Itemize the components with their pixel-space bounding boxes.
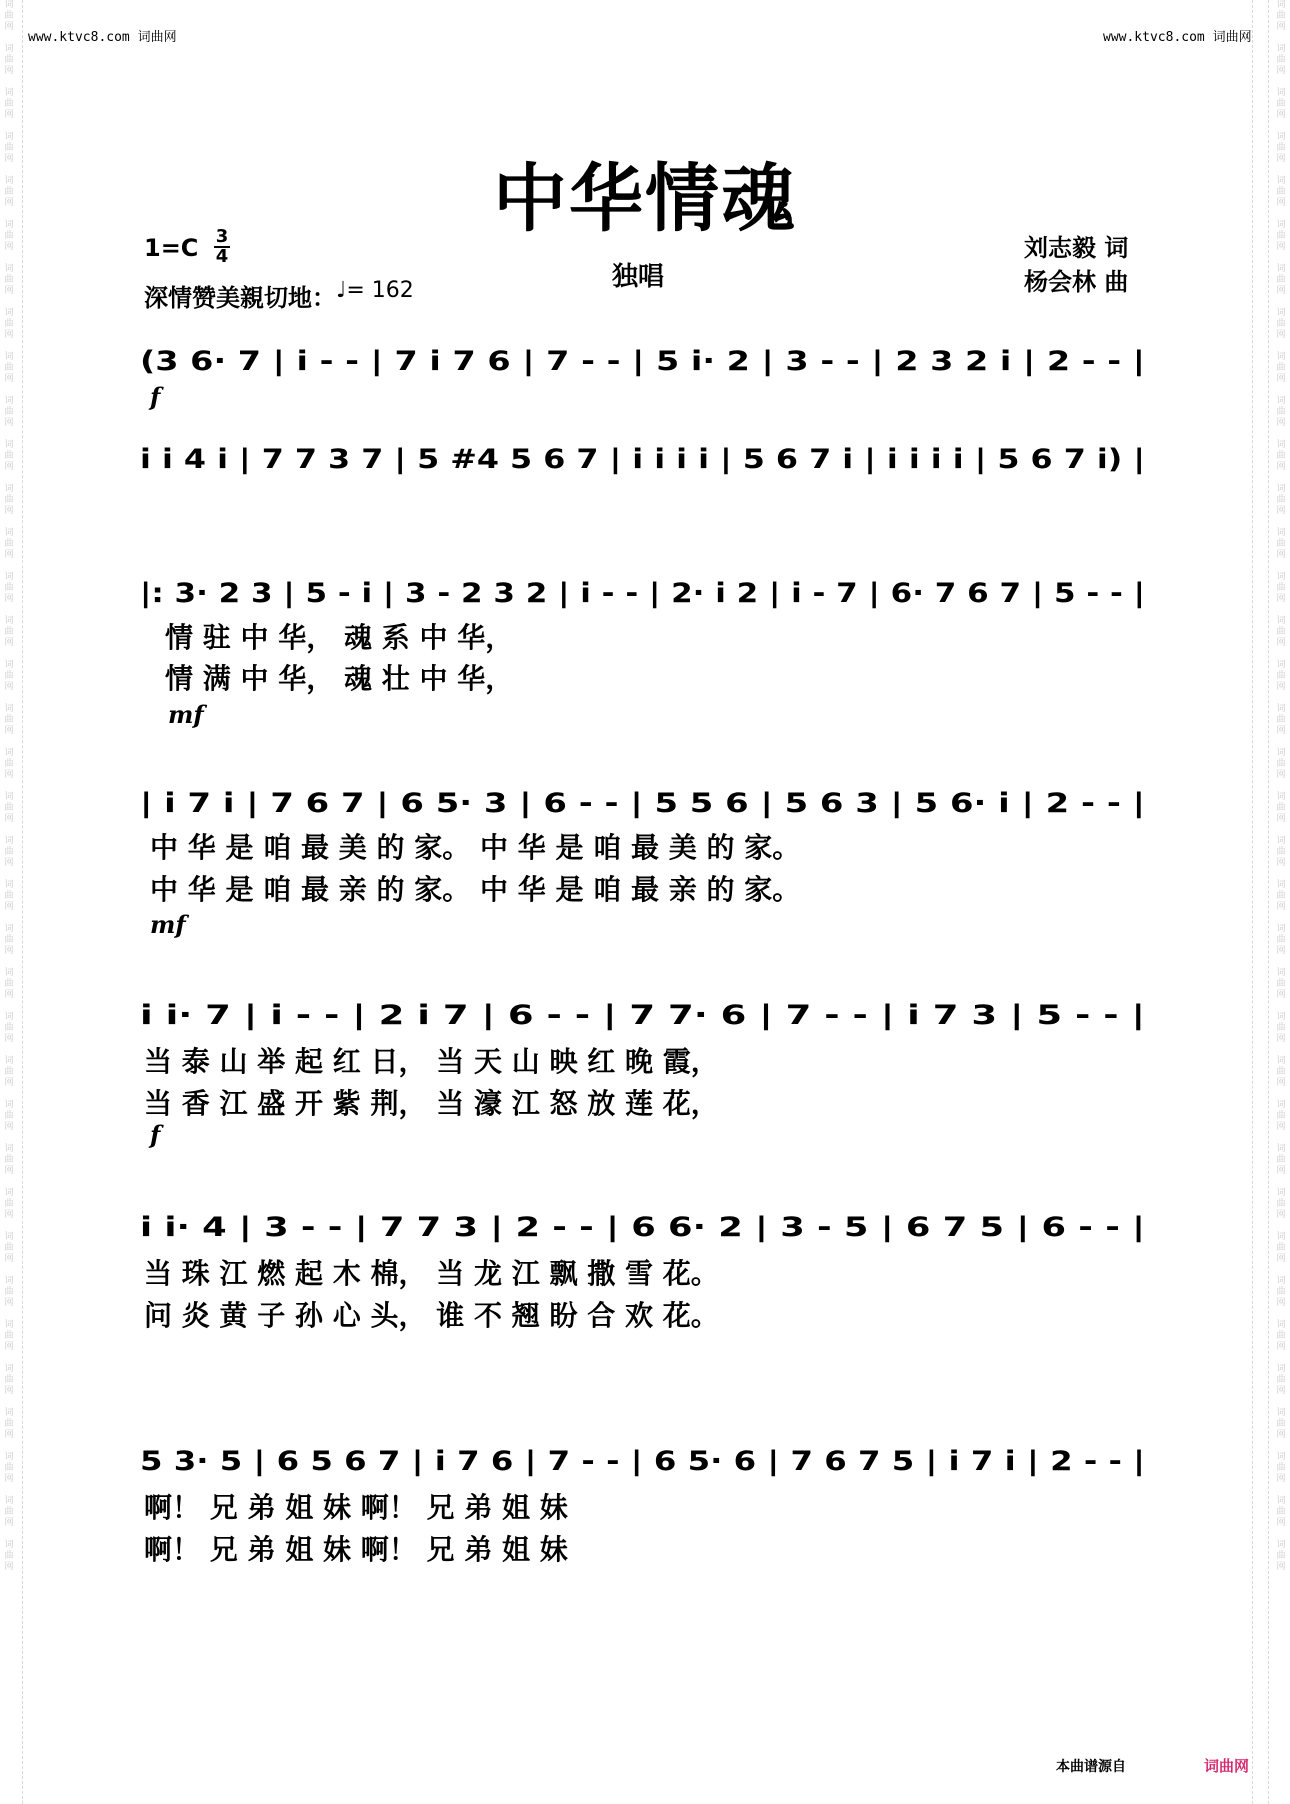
left-watermark: 词 曲 网 词 曲 网 词 曲 网 词 曲 网 词 曲 网 词 曲 网 词 曲 网 词 曲 网 词 曲 网 词 曲 网 词 曲 网 词 曲 网 词 曲 网 词 曲 网 词 曲 网 词 曲 网 词 曲 网 词 曲 网 词 曲 网 词 曲 网 词 曲 网 词 曲 网 词 曲 网 词 曲 网 词 曲 网 词 曲 网 词 曲 网 词 曲 网 词 曲 网 词 曲 网 词 曲 网 词 曲 网 词 曲 网 词 曲 网 词 曲 网 词 曲 网 bbox=[4, 0, 14, 1572]
lyrics-row-4b: 中 华 是 咱 最 亲 的 家。 中 华 是 咱 最 亲 的 家。 bbox=[150, 873, 801, 906]
score-row-2 bbox=[140, 428, 1150, 488]
tempo-mark: ♩= 162 bbox=[336, 278, 414, 303]
right-margin-line bbox=[1252, 0, 1253, 1804]
dynamic-mf-2: mf bbox=[150, 910, 186, 939]
performance-type: 独唱 bbox=[612, 262, 665, 292]
notation-row-1: (3 6· 7 | i - - | 7 i 7 6 | 7 - - | 5 i· 2 | 3 - - | 2 3 2 i | 2 - - | bbox=[140, 346, 1145, 377]
score-row-4 bbox=[140, 772, 1150, 832]
key-signature: 1=C bbox=[144, 234, 199, 262]
lyrics-row-3a: 情 驻 中 华， 魂 系 中 华， bbox=[165, 621, 514, 654]
lyrics-row-7b: 啊！ 兄 弟 姐 妹 啊！ 兄 弟 姐 妹 bbox=[144, 1533, 568, 1566]
dynamic-f-1: f bbox=[150, 382, 161, 411]
site-url-right[interactable]: www.ktvc8.com 词曲网 bbox=[1103, 30, 1252, 45]
score-row-1 bbox=[140, 330, 1150, 390]
left-margin-line bbox=[22, 0, 23, 1804]
lyricist-credit: 刘志毅 词 bbox=[1024, 234, 1129, 262]
score-row-7 bbox=[140, 1430, 1150, 1490]
right-watermark: 词 曲 网 词 曲 网 词 曲 网 词 曲 网 词 曲 网 词 曲 网 词 曲 网 词 曲 网 词 曲 网 词 曲 网 词 曲 网 词 曲 网 词 曲 网 词 曲 网 词 曲 网 词 曲 网 词 曲 网 词 曲 网 词 曲 网 词 曲 网 词 曲 网 词 曲 网 词 曲 网 词 曲 网 词 曲 网 词 曲 网 词 曲 网 词 曲 网 词 曲 网 词 曲 网 词 曲 网 词 曲 网 词 曲 网 词 曲 网 词 曲 网 词 曲 网 bbox=[1276, 0, 1286, 1572]
composer-credit: 杨会林 曲 bbox=[1024, 268, 1129, 296]
notation-row-3: |: 3· 2 3 | 5 - i | 3 - 2 3 2 | i - - | 2· i 2 | i - 7 | 6· 7 6 7 | 5 - - | bbox=[140, 578, 1145, 609]
score-row-5 bbox=[140, 984, 1150, 1044]
time-sig-bottom: 4 bbox=[215, 246, 229, 267]
lyrics-row-6a: 当 珠 江 燃 起 木 棉， 当 龙 江 飘 撒 雪 花。 bbox=[144, 1257, 719, 1290]
score-row-3 bbox=[140, 562, 1150, 622]
lyrics-row-4a: 中 华 是 咱 最 美 的 家。 中 华 是 咱 最 美 的 家。 bbox=[150, 831, 801, 864]
notation-row-5: i i· 7 | i - - | 2 i 7 | 6 - - | 7 7· 6 | 7 - - | i 7 3 | 5 - - | bbox=[140, 1000, 1145, 1031]
lyrics-row-5a: 当 泰 山 举 起 红 日， 当 天 山 映 红 晚 霞， bbox=[144, 1045, 719, 1078]
footer-site-link[interactable]: 词曲网 bbox=[1204, 1757, 1250, 1775]
dynamic-mf-1: mf bbox=[168, 700, 204, 729]
notation-row-4: | i 7 i | 7 6 7 | 6 5· 3 | 6 - - | 5 5 6 | 5 6 3 | 5 6· i | 2 - - | bbox=[140, 788, 1145, 819]
notation-row-6: i i· 4 | 3 - - | 7 7 3 | 2 - - | 6 6· 2 | 3 - 5 | 6 7 5 | 6 - - | bbox=[140, 1212, 1145, 1243]
notation-row-2: i i 4 i | 7 7 3 7 | 5 #4 5 6 7 | i i i i | 5 6 7 i | i i i i | 5 6 7 i) | bbox=[140, 444, 1145, 475]
expression-mark: 深情赞美親切地： bbox=[144, 284, 336, 312]
footer-source-label: 本曲谱源自 bbox=[1056, 1759, 1126, 1775]
right-margin-line-2 bbox=[1268, 0, 1269, 1804]
time-sig-top: 3 bbox=[215, 226, 229, 247]
song-title: 中华情魂 bbox=[493, 156, 797, 242]
notation-row-7: 5 3· 5 | 6 5 6 7 | i 7 6 | 7 - - | 6 5· 6 | 7 6 7 5 | i 7 i | 2 - - | bbox=[140, 1446, 1145, 1477]
lyrics-row-5b: 当 香 江 盛 开 紫 荆， 当 濠 江 怒 放 莲 花， bbox=[144, 1087, 719, 1120]
score-row-6 bbox=[140, 1196, 1150, 1256]
site-url-left[interactable]: www.ktvc8.com 词曲网 bbox=[28, 30, 177, 45]
dynamic-f-2: f bbox=[150, 1120, 161, 1149]
lyrics-row-3b: 情 满 中 华， 魂 壮 中 华， bbox=[165, 662, 514, 695]
lyrics-row-7a: 啊！ 兄 弟 姐 妹 啊！ 兄 弟 姐 妹 bbox=[144, 1491, 568, 1524]
time-signature bbox=[214, 228, 230, 266]
lyrics-row-6b: 问 炎 黄 子 孙 心 头， 谁 不 翘 盼 合 欢 花。 bbox=[144, 1299, 719, 1332]
